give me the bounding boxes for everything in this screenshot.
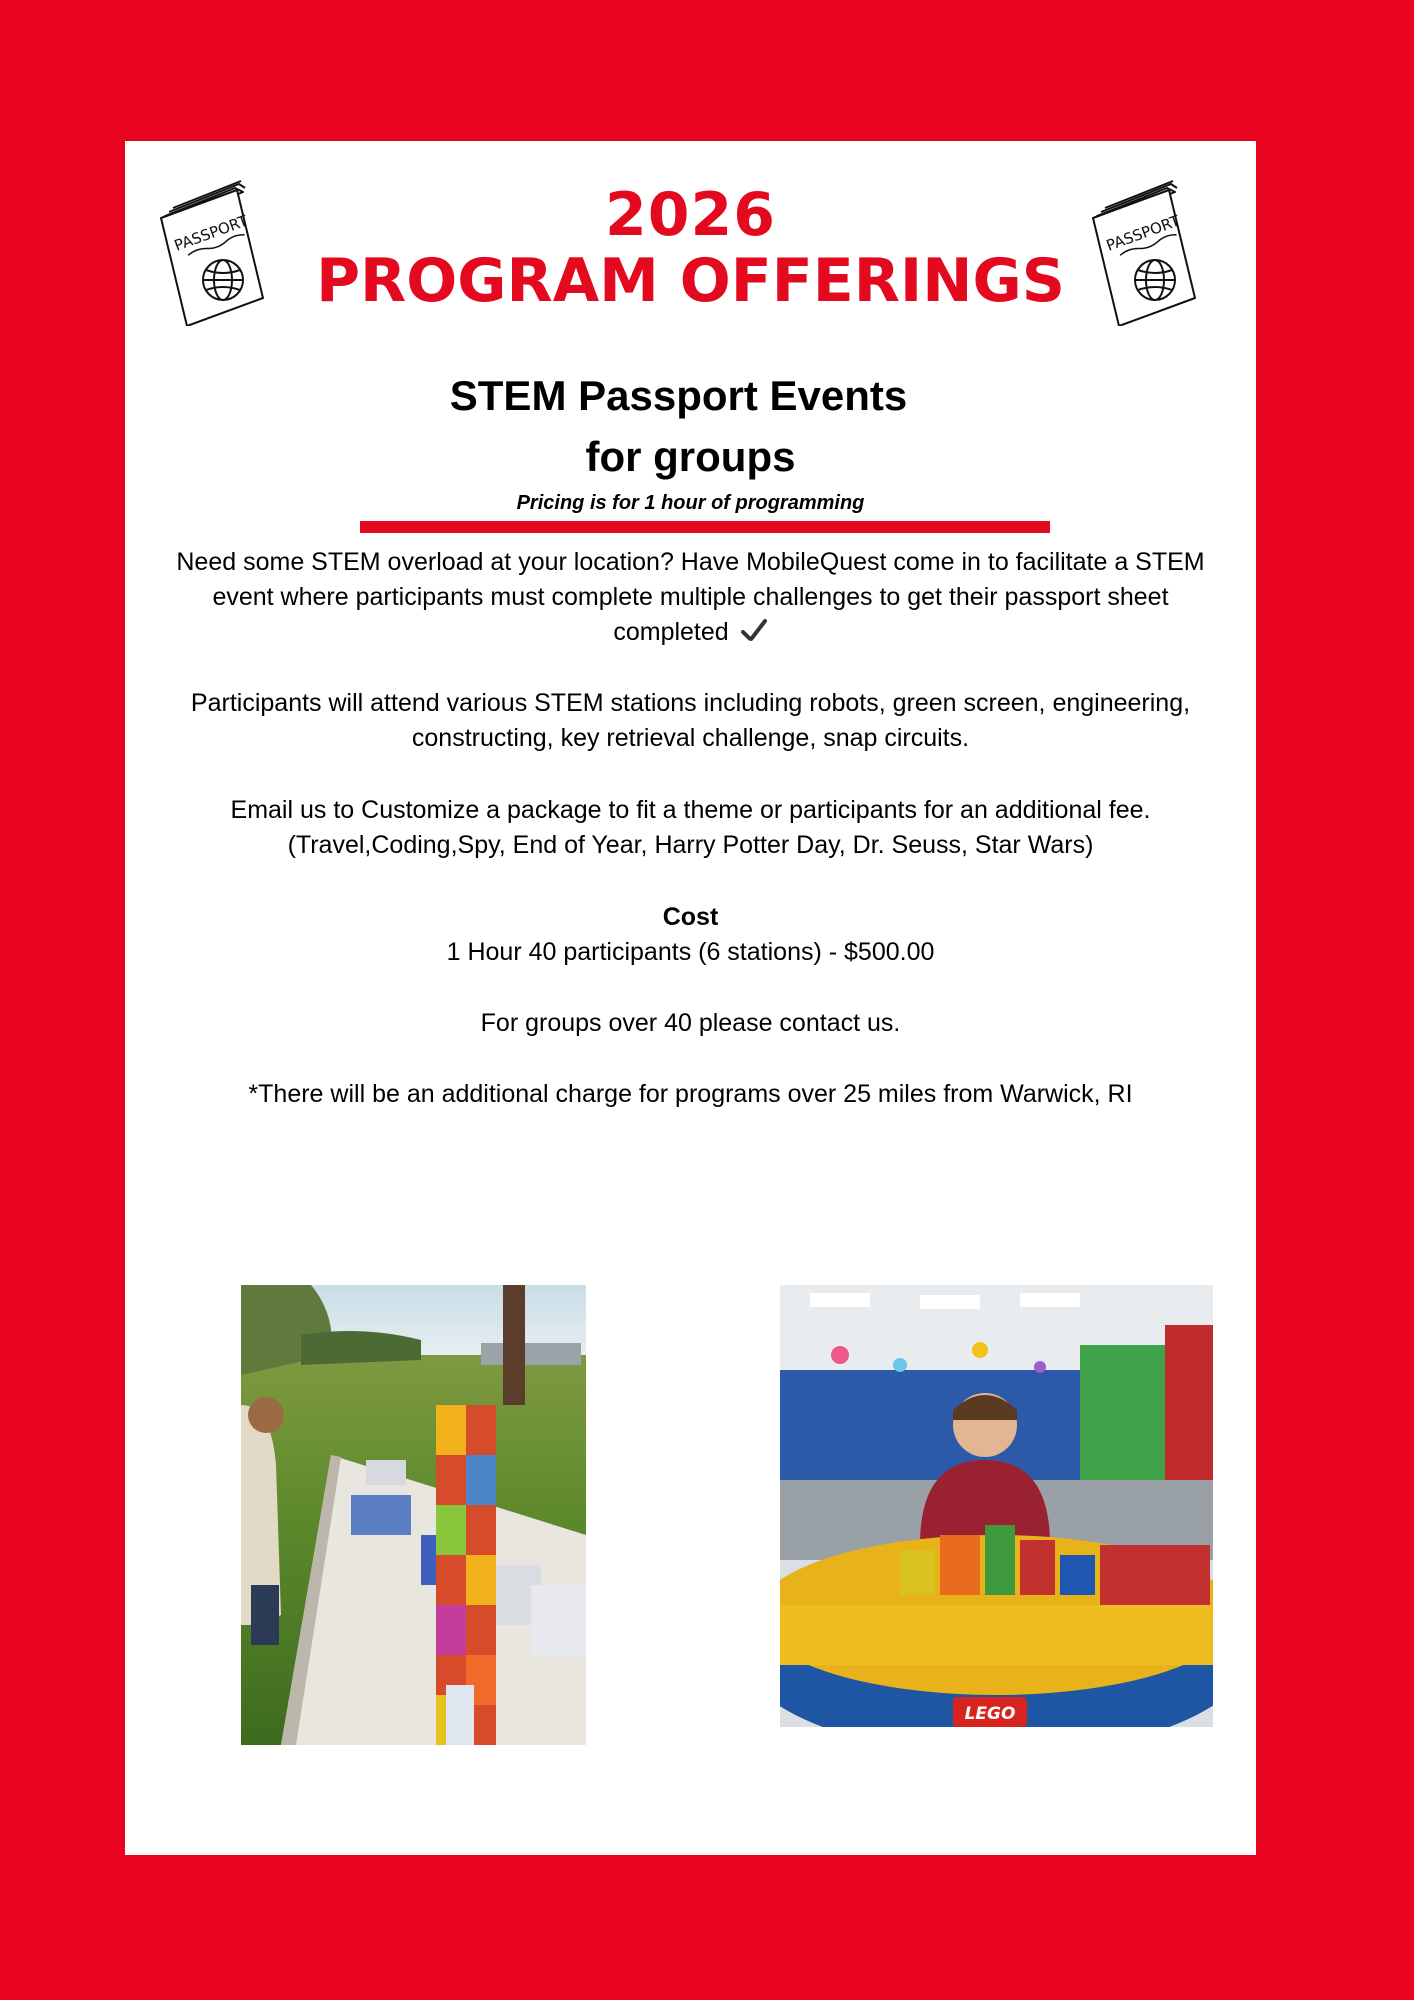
customize-paragraph bbox=[165, 793, 1216, 863]
cost-heading: Cost bbox=[662, 903, 719, 931]
section-title: STEM Passport Events bbox=[449, 372, 908, 419]
intro-text: Need some STEM overload at your location? Have MobileQuest come in to facilitate a STEM event where participants must complete multiple challenges to get their passport sheet completed bbox=[176, 548, 1205, 646]
divider bbox=[360, 521, 1050, 533]
page-title: PROGRAM OFFERINGS bbox=[316, 246, 1065, 316]
flyer-card bbox=[125, 141, 1256, 1855]
lego-building-photo bbox=[780, 1285, 1213, 1727]
svg-text:LEGO: LEGO bbox=[964, 1704, 1016, 1724]
page-title-year: 2026 bbox=[605, 180, 776, 250]
svg-text:PASSPORT: PASSPORT bbox=[171, 211, 251, 255]
customize-line: Email us to Customize a package to fit a theme or participants for an additional fee. bbox=[230, 796, 1151, 824]
intro-paragraph bbox=[165, 545, 1216, 650]
svg-text:PASSPORT: PASSPORT bbox=[1103, 211, 1183, 255]
travel-note: *There will be an additional charge for programs over 25 miles from Warwick, RI bbox=[248, 1080, 1133, 1108]
cost-detail: 1 Hour 40 participants (6 stations) - $500.00 bbox=[446, 938, 935, 966]
check-icon bbox=[740, 618, 768, 644]
pricing-note: Pricing is for 1 hour of programming bbox=[516, 492, 865, 514]
stations-paragraph: Participants will attend various STEM stations including robots, green screen, engineering, constructing, key retrieval challenge, snap circuits. bbox=[190, 689, 1191, 752]
section-subtitle: for groups bbox=[585, 433, 796, 480]
themes-line: (Travel,Coding,Spy, End of Year, Harry Potter Day, Dr. Seuss, Star Wars) bbox=[287, 831, 1094, 859]
outdoor-stem-tables-photo bbox=[241, 1285, 586, 1745]
large-groups-note: For groups over 40 please contact us. bbox=[480, 1009, 901, 1037]
